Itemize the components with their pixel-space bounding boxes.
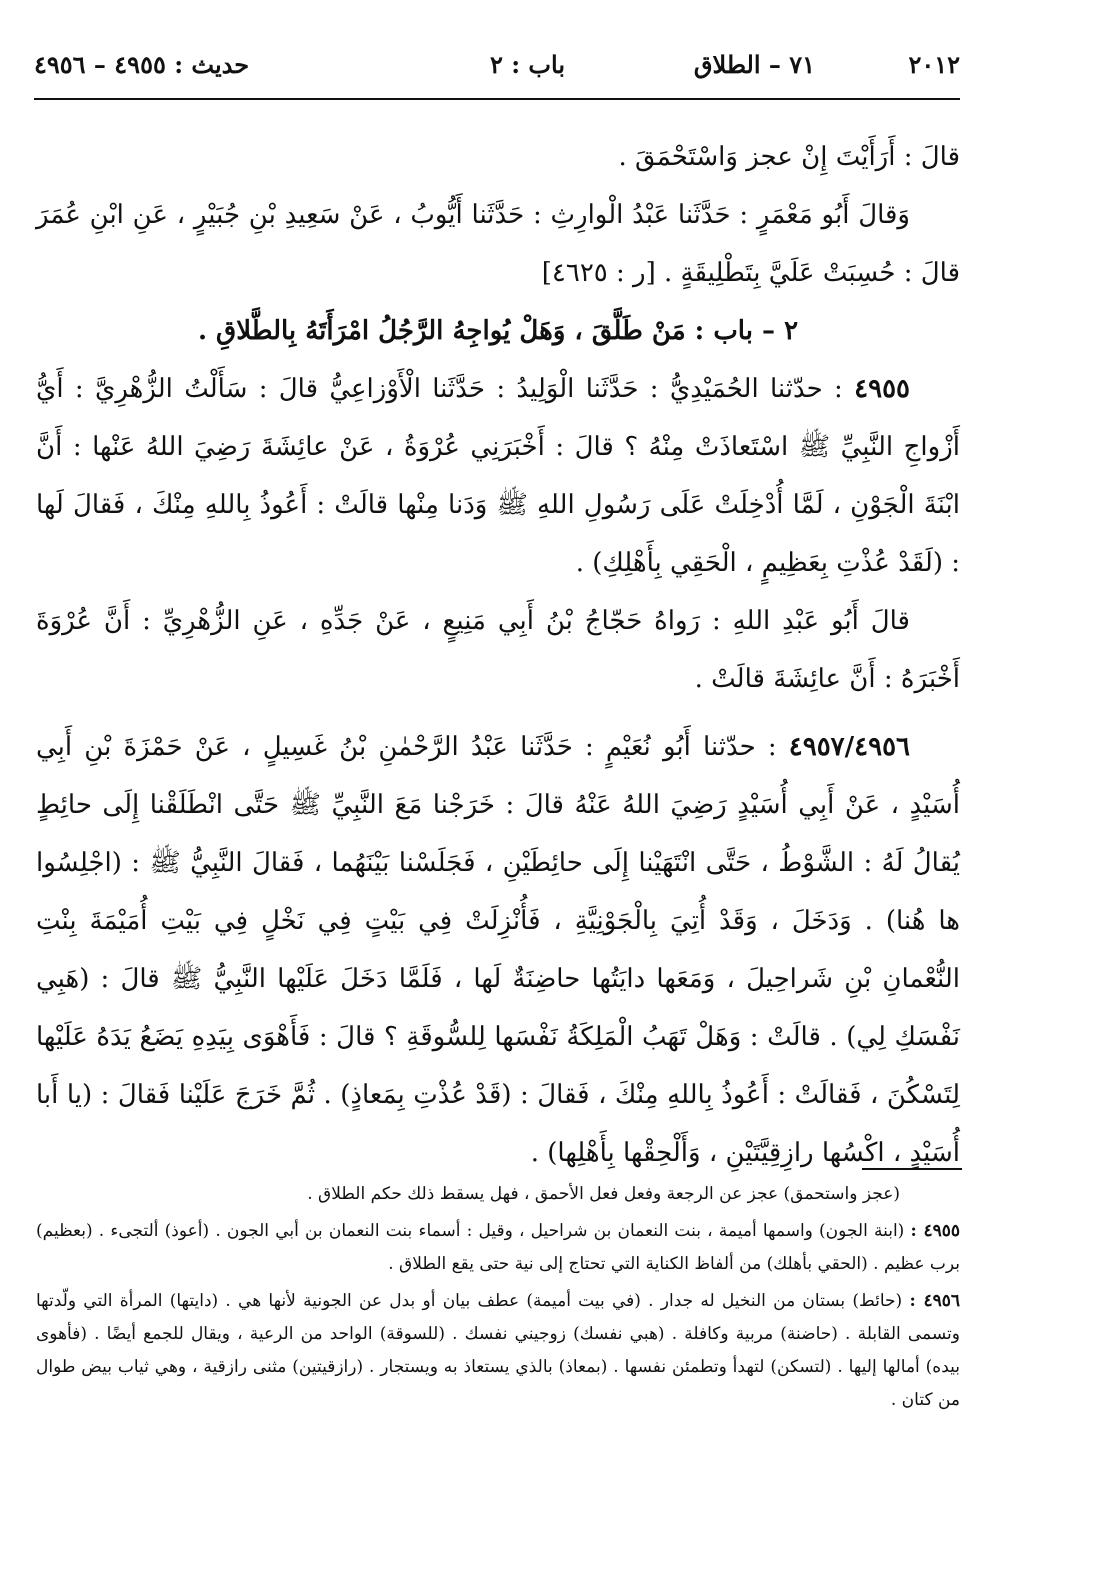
hadith-range: حديث : ٤٩٥٥ – ٤٩٥٦ xyxy=(34,50,250,79)
hadith-text: : حدّثنا الحُمَيْدِيُّ : حَدَّثَنا الْوَلِيدُ : حَدَّثَنا الْأَوْزاعِيُّ قالَ : سَأَلْتُ الزُّهْرِيَّ : أَيُّ أَزْواجِ النَّبِيِّ ﷺ اسْتَعاذَتْ مِنْهُ ؟ قالَ : أَخْبَرَنِي عُرْوَةُ ، عَنْ عائِشَةَ رَضِيَ اللهُ عَنْها : أَنَّ ابْنَةَ الْجَوْنِ ، لَمَّا أُدْخِلَتْ عَلَى رَسُولِ اللهِ ﷺ وَدَنا مِنْها قالَتْ : أَعُوذُ بِاللهِ مِنْكَ ، فَقالَ لَها : (لَقَدْ عُذْتِ بِعَظِيمٍ ، الْحَقِي بِأَهْلِكِ) . xyxy=(36,374,960,578)
hadith-number: ٤٩٥٧/٤٩٥٦ xyxy=(788,732,910,762)
text-line: قالَ : أَرَأَيْتَ إِنْ عجز وَاسْتَحْمَقَ . xyxy=(618,142,960,172)
hadith-number: ٤٩٥٥ xyxy=(854,374,911,404)
footnotes xyxy=(36,1178,960,1421)
main-text xyxy=(36,128,960,1182)
page-header xyxy=(34,50,960,90)
footnote-number: ٤٩٥٦ : xyxy=(909,1291,960,1311)
footnote-number: ٤٩٥٥ : xyxy=(910,1221,960,1241)
chapter-label: باب : ٢ xyxy=(489,50,565,79)
footnote-4955 xyxy=(36,1215,960,1281)
footnote-4956 xyxy=(36,1285,960,1417)
footnote: (عجز واستحمق) عجز عن الرجعة وفعل فعل الأحمق ، فهل يسقط ذلك حكم الطلاق . xyxy=(307,1184,900,1204)
text-paragraph: وَقالَ أَبُو مَعْمَرٍ : حَدَّثَنا عَبْدُ الْوارِثِ : حَدَّثَنا أَيُّوبُ ، عَنْ سَعِيدِ بْنِ جُبَيْرٍ ، عَنِ ابْنِ عُمَرَ قالَ : حُسِبَتْ عَلَيَّ بِتَطْلِيقَةٍ . [ر : ٤٦٢٥] xyxy=(36,200,960,288)
hadith-4956 xyxy=(36,718,960,1182)
footnote-text: (ابنة الجون) واسمها أميمة ، بنت النعمان بن شراحيل ، وقيل : أسماء بنت النعمان بن أبي الجون . (أعوذ) ألتجىء . (بعظيم) برب عظيم . (الحقي بأهلك) من ألفاظ الكناية التي تحتاج إلى نية حتى يقع الطلاق . xyxy=(36,1221,960,1274)
hadith-text: : حدّثنا أَبُو نُعَيْمٍ : حَدَّثَنا عَبْدُ الرَّحْمٰنِ بْنُ غَسِيلٍ ، عَنْ حَمْزَةَ بْنِ أَبِي أُسَيْدٍ ، عَنْ أَبِي أُسَيْدٍ رَضِيَ اللهُ عَنْهُ قالَ : خَرَجْنا مَعَ النَّبِيِّ ﷺ حَتَّى انْطَلَقْنا إِلَى حائِطٍ يُقالُ لَهُ : الشَّوْطُ ، حَتَّى انْتَهَيْنا إِلَى حائِطَيْنِ ، فَجَلَسْنا بَيْنَهُما ، فَقالَ النَّبِيُّ ﷺ : (اجْلِسُوا ها هُنا) . وَدَخَلَ ، وَقَدْ أُتِيَ بِالْجَوْنِيَّةِ ، فَأُنْزِلَتْ فِي بَيْتٍ فِي نَخْلٍ فِي بَيْتِ أُمَيْمَةَ بِنْتِ النُّعْمانِ بْنِ شَراحِيلَ ، وَمَعَها دايَتُها حاضِنَةٌ لَها ، فَلَمَّا دَخَلَ عَلَيْها النَّبِيُّ ﷺ قالَ : (هَبِي نَفْسَكِ لِي) . قالَتْ : وَهَلْ تَهَبُ الْمَلِكَةُ نَفْسَها لِلسُّوقَةِ ؟ قالَ : فَأَهْوَى بِيَدِهِ يَضَعُ يَدَهُ عَلَيْها لِتَسْكُنَ ، فَقالَتْ : أَعُوذُ بِاللهِ مِنْكَ ، فَقالَ : (قَدْ عُذْتِ بِمَعاذٍ) . ثُمَّ خَرَجَ عَلَيْنا فَقالَ : (يا أَبا أُسَيْدٍ ، اكْسُها رازِقِيَّتَيْنِ ، وَأَلْحِقْها بِأَهْلِها) . xyxy=(36,732,960,1168)
footnote-divider xyxy=(862,1168,962,1170)
footnote-text: (حائط) بستان من النخيل له جدار . (في بيت أميمة) عطف بيان أو بدل عن الجونية لأنها هي . (دايتها) المرأة التي ولّدتها وتسمى القابلة . (حاضنة) مربية وكافلة . (هبي نفسك) زوجيني نفسك . (للسوقة) الواحد من الرعية ، ويقال للجمع أيضًا . (فأهوى بيده) أمالها إليها . (لتسكن) لتهدأ وتطمئن نفسها . (بمعاذ) بالذي يستعاذ به ويستجار . (رازقيتين) مثنى رازقية ، وهي ثياب بيض طوال من كتان . xyxy=(36,1291,960,1410)
chapter-heading: ٢ – باب : مَنْ طَلَّقَ ، وَهَلْ يُواجِهُ الرَّجُلُ امْرَأَتَهُ بِالطَّلاقِ . xyxy=(197,316,799,346)
text-paragraph: قالَ أَبُو عَبْدِ اللهِ : رَواهُ حَجّاجُ بْنُ أَبِي مَنِيعٍ ، عَنْ جَدِّهِ ، عَنِ الزُّهْرِيِّ : أَنَّ عُرْوَةَ أَخْبَرَهُ : أَنَّ عائِشَةَ قالَتْ . xyxy=(36,606,960,694)
page-number: ٢٠١٢ xyxy=(908,50,960,79)
header-divider xyxy=(34,98,960,100)
book-title: ٧١ – الطلاق xyxy=(693,50,815,79)
hadith-4955 xyxy=(36,360,960,592)
